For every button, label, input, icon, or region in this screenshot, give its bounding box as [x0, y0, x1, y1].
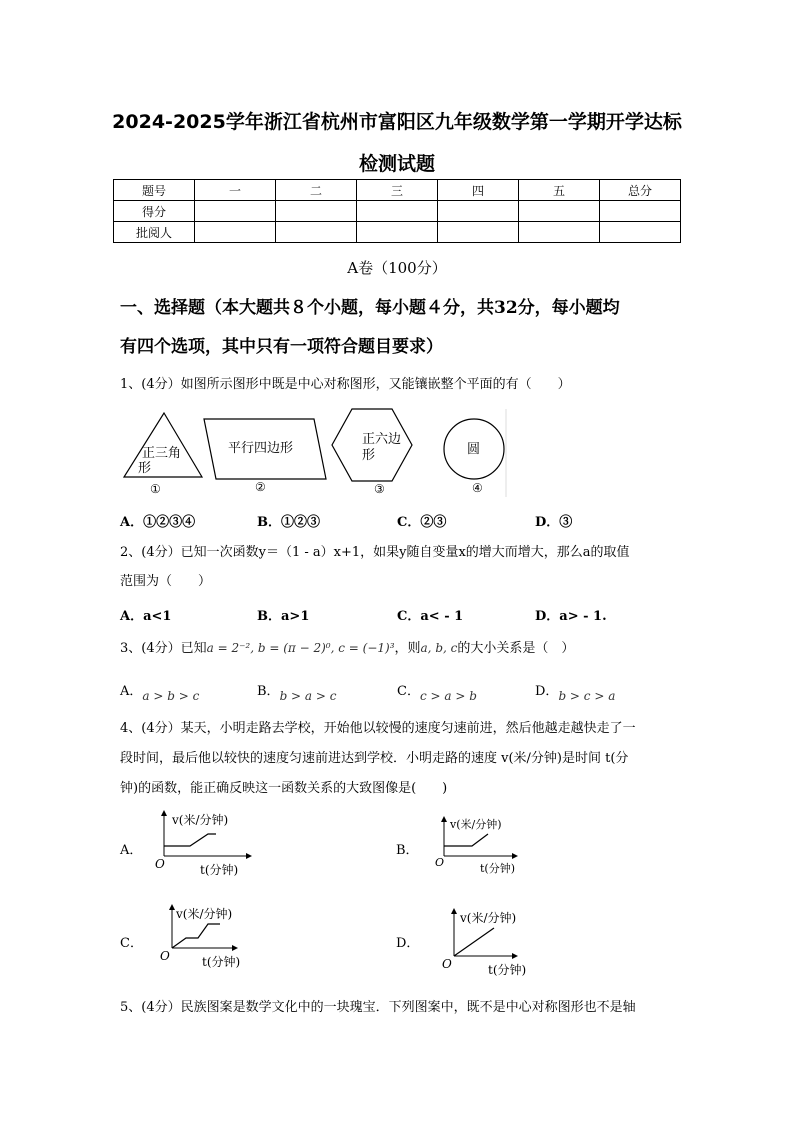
option-text: a< - 1: [420, 609, 464, 624]
score-cell: [519, 201, 600, 222]
shape-number: ①: [150, 482, 161, 496]
reviewer-cell: [438, 222, 519, 243]
option-text: ③: [559, 515, 573, 530]
exam-title-line2: 检测试题: [358, 153, 435, 175]
q4-graph-d[interactable]: [432, 906, 552, 978]
origin-label: O: [442, 957, 452, 971]
q2-option-b[interactable]: [257, 605, 309, 624]
shape-number: ④: [472, 481, 483, 495]
score-cell: [357, 201, 438, 222]
header-cell: 题号: [114, 180, 195, 201]
option-key: C．: [397, 609, 421, 624]
q3-stem-b: ，则: [394, 641, 421, 656]
q4-option-c-label[interactable]: C．: [120, 936, 143, 951]
option-text: a > b > c: [142, 689, 200, 703]
q2-option-d[interactable]: [535, 605, 607, 624]
shape-label: 圆: [467, 442, 481, 457]
q2-stem-line1: 2、(4分）已知一次函数y＝（1 - a）x+1，如果y随自变量x的增大而增大，那么a的取值: [120, 545, 630, 560]
q3-option-d[interactable]: [535, 680, 616, 703]
q3-formula: a = 2⁻², b = (π − 2)⁰, c = (−1)³: [206, 641, 395, 655]
header-cell: 四: [438, 180, 519, 201]
q4-graph-b[interactable]: [432, 810, 552, 882]
speed-line: [444, 834, 488, 846]
x-axis-label: t(分钟): [202, 955, 241, 969]
x-axis-arrow: [246, 853, 252, 859]
y-axis-arrow: [169, 904, 175, 910]
q4-graph-c[interactable]: [150, 902, 270, 974]
q4-option-b-label[interactable]: B．: [396, 843, 419, 858]
option-text: ①②③: [281, 515, 321, 530]
q3-option-a[interactable]: [120, 680, 200, 703]
option-text: a>1: [281, 609, 310, 624]
x-axis-label: t(分钟): [480, 862, 516, 875]
score-cell: [600, 201, 681, 222]
section1-line2: 有四个选项，其中只有一项符合题目要求）: [120, 337, 443, 357]
q5-line1: 5、(4分）民族图案是数学文化中的一块瑰宝．下列图案中，既不是中心对称图形也不是轴: [120, 1000, 636, 1015]
exam-title-line1: 2024-2025学年浙江省杭州市富阳区九年级数学第一学期开学达标: [112, 111, 682, 133]
score-table-header-row: [114, 180, 681, 201]
q4-option-d-label[interactable]: D．: [396, 936, 420, 951]
q2-option-a[interactable]: [120, 605, 171, 624]
shape-number: ③: [374, 482, 385, 496]
x-axis-label: t(分钟): [200, 863, 239, 877]
reviewer-cell: [600, 222, 681, 243]
x-axis-arrow: [232, 945, 238, 951]
q3-option-b[interactable]: [257, 680, 337, 703]
origin-label: O: [155, 857, 165, 871]
q3-stem-c: 的大小关系是（ ）: [457, 641, 575, 656]
q1-stem: 1、(4分）如图所示图形中既是中心对称图形，又能镶嵌整个平面的有（ ）: [120, 377, 571, 392]
shape-label: 正三角: [142, 446, 182, 461]
score-cell: [195, 201, 276, 222]
option-text: a<1: [143, 609, 172, 624]
shape-label: 形: [138, 461, 152, 476]
speed-line: [172, 924, 220, 948]
option-text: ②③: [420, 515, 447, 530]
option-key: C．: [397, 515, 421, 530]
q3-vars: a, b, c: [420, 641, 458, 655]
triangle-shape: [124, 413, 202, 477]
y-axis-label: v(米/分钟): [172, 813, 229, 827]
origin-label: O: [435, 856, 445, 869]
option-text: b > a > c: [279, 689, 337, 703]
section1-line1: 一、选择题（本大题共８个小题，每小题４分，共32分，每小题均: [120, 298, 620, 318]
origin-label: O: [160, 949, 170, 963]
option-text: c > a > b: [419, 689, 477, 703]
score-row: [114, 201, 681, 222]
speed-line: [454, 928, 494, 956]
y-axis-arrow: [441, 816, 447, 822]
header-cell: 五: [519, 180, 600, 201]
q4-graph-a[interactable]: [150, 808, 270, 880]
q3-stem-a: 3、(4分）已知: [120, 641, 207, 656]
x-axis-arrow: [512, 953, 518, 959]
q2-option-c[interactable]: [397, 605, 463, 624]
q1-option-d[interactable]: [535, 511, 572, 530]
reviewer-row: [114, 222, 681, 243]
shape-label: 形: [362, 448, 376, 463]
q4-line2: 段时间，最后他以较快的速度匀速前进达到学校．小明走路的速度 v(米/分钟)是时间 t(分: [120, 751, 629, 766]
option-key: B．: [257, 609, 281, 624]
q4-line3: 钟)的函数，能正确反映这一函数关系的大致图像是( ): [120, 781, 448, 796]
reviewer-cell: [519, 222, 600, 243]
option-key: B．: [257, 515, 281, 530]
shape-number: ②: [255, 480, 266, 494]
q3-option-c[interactable]: [397, 680, 477, 703]
score-cell: [276, 201, 357, 222]
y-axis-label: v(米/分钟): [460, 911, 517, 925]
option-key: D．: [535, 684, 559, 699]
header-cell: 总分: [600, 180, 681, 201]
reviewer-cell: [357, 222, 438, 243]
q2-stem-line2: 范围为（ ）: [120, 574, 212, 589]
header-cell: 三: [357, 180, 438, 201]
row-label: 批阅人: [114, 222, 195, 243]
q1-option-a[interactable]: [120, 511, 195, 530]
volume-title: A卷（100分）: [347, 259, 447, 277]
option-key: D．: [535, 609, 560, 624]
x-axis-label: t(分钟): [488, 963, 527, 977]
q3-stem: [120, 634, 680, 663]
option-text: b > c > a: [558, 689, 616, 703]
q1-option-c[interactable]: [397, 511, 446, 530]
y-axis-label: v(米/分钟): [450, 818, 502, 831]
q1-figure: [118, 405, 510, 501]
option-key: A．: [120, 684, 143, 699]
q1-option-b[interactable]: [257, 511, 320, 530]
score-table: [113, 179, 681, 243]
option-key: B．: [257, 684, 280, 699]
reviewer-cell: [195, 222, 276, 243]
row-label: 得分: [114, 201, 195, 222]
option-text: ①②③④: [143, 515, 196, 530]
shape-label: 正六边: [362, 432, 402, 447]
q4-option-a-label[interactable]: A．: [120, 843, 143, 858]
option-key: C．: [397, 684, 420, 699]
q4-line1: 4、(4分）某天，小明走路去学校，开始他以较慢的速度匀速前进，然后他越走越快走了一: [120, 721, 636, 736]
header-cell: 一: [195, 180, 276, 201]
reviewer-cell: [276, 222, 357, 243]
shape-label: 平行四边形: [228, 441, 294, 456]
x-axis-arrow: [512, 853, 518, 859]
header-cell: 二: [276, 180, 357, 201]
score-cell: [438, 201, 519, 222]
option-text: a> - 1.: [559, 609, 607, 624]
y-axis-arrow: [161, 810, 167, 816]
option-key: D．: [535, 515, 560, 530]
option-key: A．: [120, 515, 144, 530]
y-axis-arrow: [451, 908, 457, 914]
option-key: A．: [120, 609, 144, 624]
speed-line: [164, 834, 216, 846]
y-axis-label: v(米/分钟): [176, 907, 233, 921]
